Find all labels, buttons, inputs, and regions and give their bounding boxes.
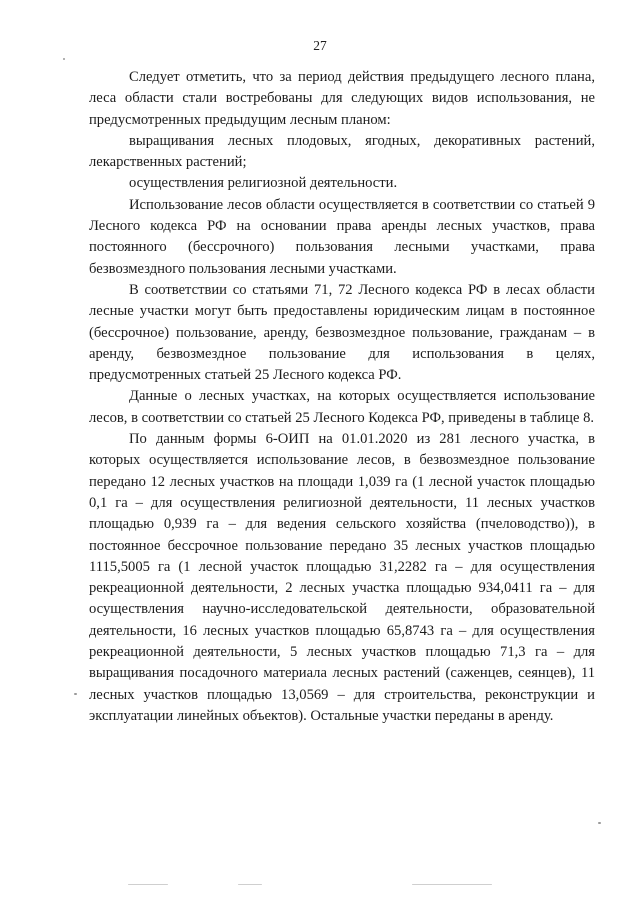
paragraph-intro: Следует отметить, что за период действия предыдущего лесного плана, леса области стали востребованы для следующих видов использования, не предусмотренных предыдущим лесным планом: (89, 69, 595, 128)
scan-speck (238, 884, 262, 885)
scan-speck (412, 884, 492, 885)
scan-speck (598, 822, 601, 824)
paragraph-table-reference: Данные о лесных участках, на которых осуществляется использование лесов, в соответствии со статьей 25 Лесного Кодекса РФ, приведены в таблице 8. (89, 388, 595, 426)
page-number: 27 (313, 38, 327, 53)
paragraph-form-6-oip-data: По данным формы 6-ОИП на 01.01.2020 из 281 лесного участка, в которых осуществляется использование лесов, в безвозмездное пользование передано 12 лесных участков на площади 1,039 га (1 лесной участок площадью 0,1 га – для осуществления религиозной деятельности, 11 лесных участков площадью 0,939 га – для ведения сельского хозяйства (пчеловодство)), в постоянное бессрочное пользование передано 35 лесных участков площадью 1115,5005 га (1 лесной участок площадью 31,2282 га – для осуществления рекреационной деятельности, 2 лесных участка площадью 934,0411 га – для осуществления научно-исследовательской деятельности, образовательной деятельности, 16 лесных участков площадью 65,8743 га – для осуществления рекреационной деятельности, 5 лесных участков площадью 71,3 га – для выращивания посадочного материала лесных растений (саженцев, сеянцев), 11 лесных участков площадью 13,0569 – для строительства, реконструкции и эксплуатации линейных объектов). Остальные участки переданы в аренду. (89, 431, 595, 724)
scan-speck (63, 58, 65, 60)
document-body (89, 67, 595, 727)
scan-speck (128, 884, 168, 885)
paragraph-articles-71-72: В соответствии со статьями 71, 72 Лесного кодекса РФ в лесах области лесные участки могут быть предоставлены юридическим лицам в постоянное (бессрочное) пользование, аренду, безвозмездное пользование, гражданам – в аренду, безвозмездное пользование для использования в целях, предусмотренных статьей 25 Лесного кодекса РФ. (89, 281, 595, 384)
paragraph-list-item-religious: осуществления религиозной деятельности. (129, 175, 398, 192)
paragraph-forest-use-basis: Использование лесов области осуществляется в соответствии со статьей 9 Лесного кодекса РФ на основании права аренды лесных участков, права постоянного (бессрочного) пользования лесными участками, права безвозмездного пользования лесными участками. (89, 196, 595, 277)
scan-speck (74, 693, 77, 695)
paragraph-list-item-cultivation: выращивания лесных плодовых, ягодных, декоративных растений, лекарственных растений; (89, 132, 595, 171)
